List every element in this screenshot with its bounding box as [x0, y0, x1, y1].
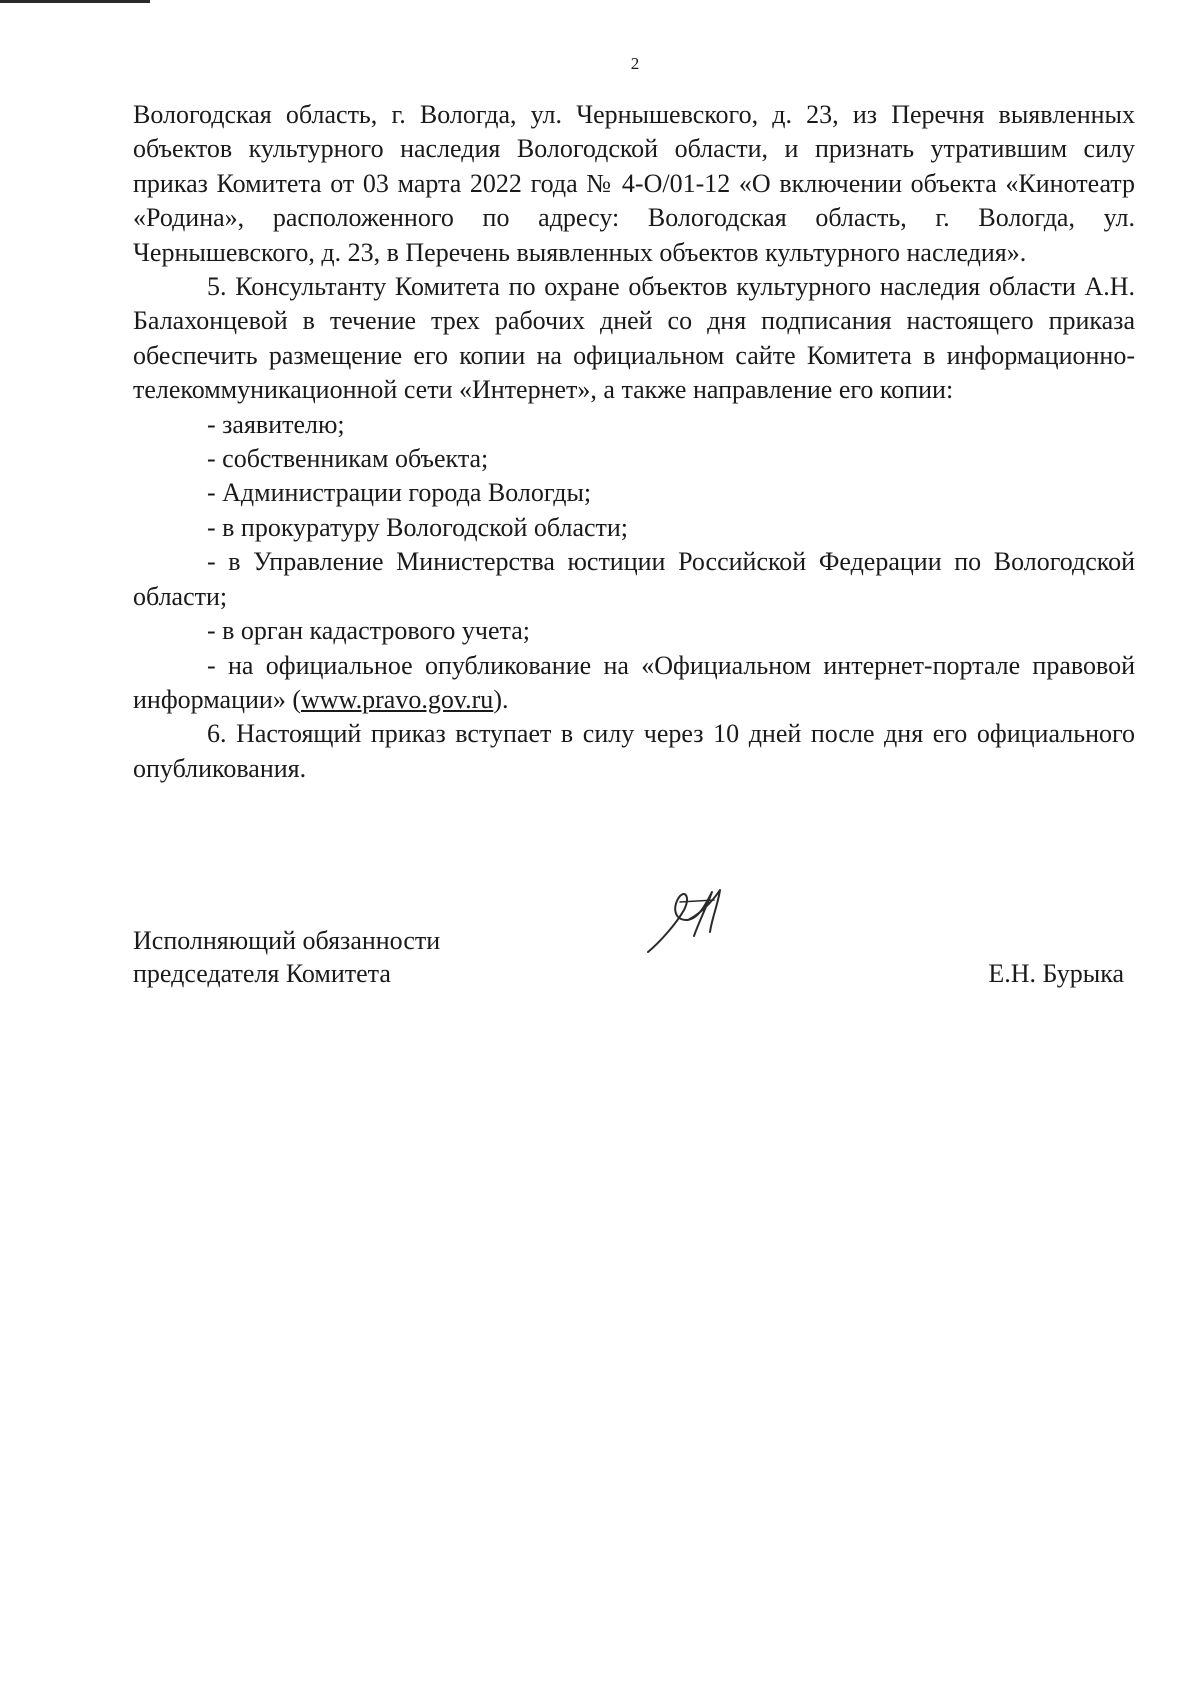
handwritten-signature [640, 880, 740, 960]
signatory-title-line-2: председателя Комитета [133, 959, 391, 988]
recipient-city-administration: - Администрации города Вологды; [207, 478, 592, 508]
pravo-gov-link[interactable]: www.pravo.gov.ru [301, 684, 494, 714]
signatory-title [133, 924, 440, 990]
item-6-paragraph: 6. Настоящий приказ вступает в силу через 10 дней после дня его официального опубликования. [133, 719, 1135, 783]
recipient-cadastral-office: - в орган кадастрового учета; [207, 616, 530, 646]
recipient-official-publication [133, 649, 1135, 718]
signatory-name: Е.Н. Бурыка [988, 959, 1124, 988]
continuation-paragraph: Вологодская область, г. Вологда, ул. Чернышевского, д. 23, из Перечня выявленных объектов культурного наследия Вологодской области, и признать утратившим силу приказ Комитета от 03 марта 2022 года № 4-О/01-12 «О включении объекта «Кинотеатр «Родина», расположенного по адресу: Вологодская область, г. Вологда, ул. Чернышевского, д. 23, в Перечень выявленных объектов культурного наследия». [133, 100, 1135, 267]
page-number: 2 [630, 54, 640, 73]
publication-suffix: ). [493, 684, 509, 714]
document-body [133, 98, 1135, 786]
recipient-prosecutor: - в прокуратуру Вологодской области; [207, 512, 629, 542]
publication-prefix: - на официальное опубликование на «Официальном интернет-портале правовой информации» ( [133, 650, 1135, 714]
recipient-applicant: - заявителю; [207, 409, 345, 439]
recipient-owners: - собственникам объекта; [207, 444, 489, 474]
scan-edge-mark [0, 0, 150, 3]
signatory-title-line-1: Исполняющий обязанности [133, 926, 441, 955]
item-5-paragraph: 5. Консультанту Комитета по охране объектов культурного наследия области А.Н. Балахонцевой в течение трех рабочих дней со дня подписания настоящего приказа обеспечить размещение его копии на официальном сайте Комитета в информационно-телекоммуникационной сети «Интернет», а также направление его копии: [133, 272, 1135, 405]
recipient-justice-ministry: - в Управление Министерства юстиции Российской Федерации по Вологодской области; [133, 547, 1135, 611]
